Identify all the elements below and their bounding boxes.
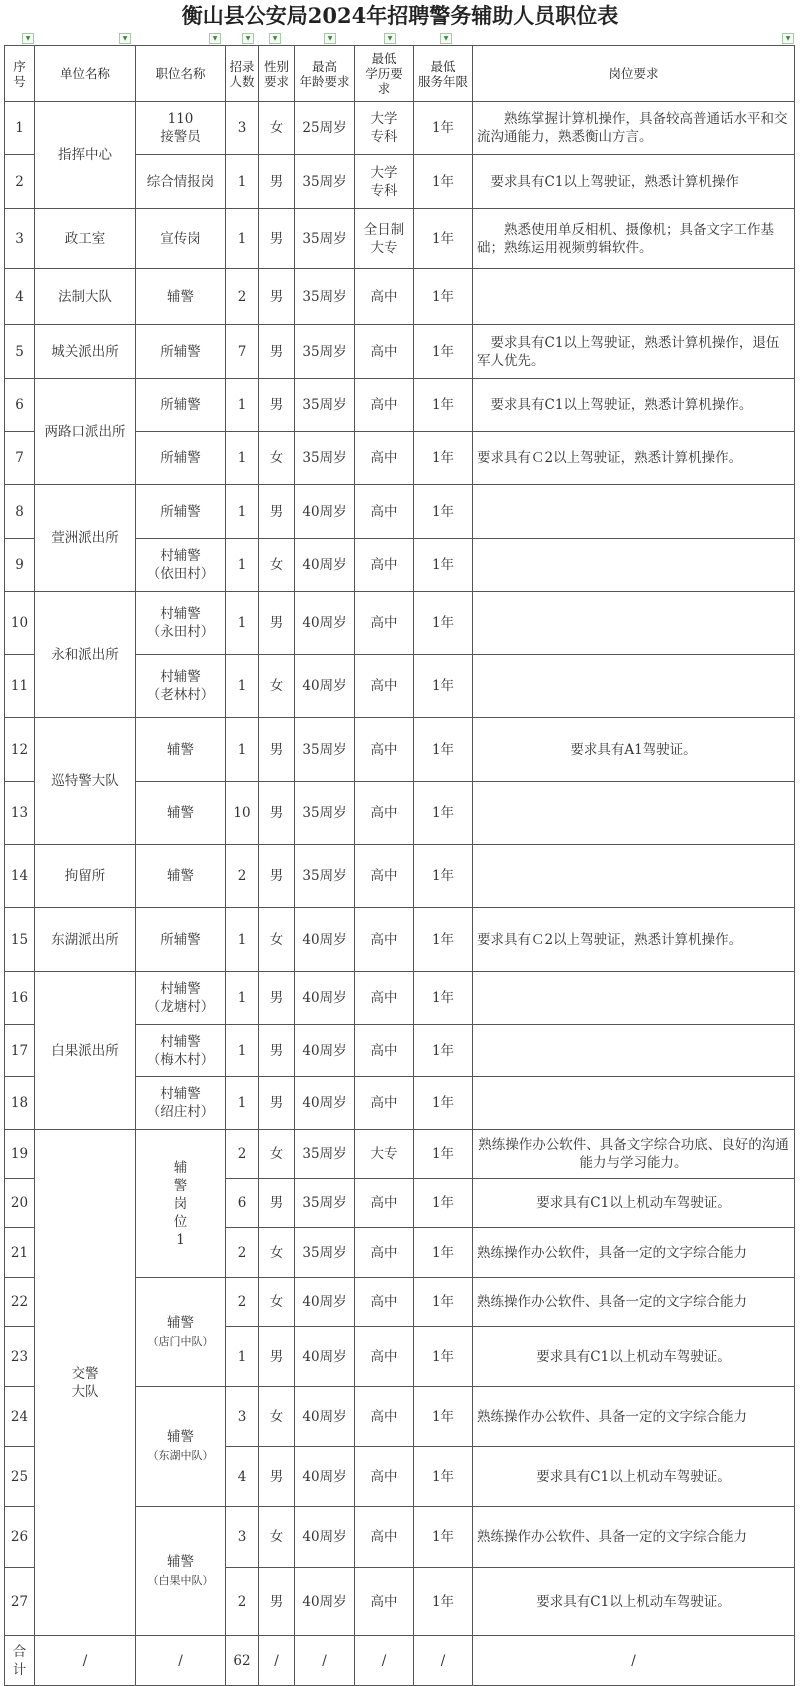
table-row [5,845,795,908]
unit-cell: 萱洲派出所 [35,485,136,592]
gender-cell: 男 [259,209,295,269]
count-cell: 1 [226,972,259,1025]
age-cell: 35周岁 [295,718,355,782]
age-cell: 35周岁 [295,379,355,432]
requirements-cell: 要求具有C1以上机动车驾驶证。 [473,1179,795,1228]
age-cell: 35周岁 [295,155,355,209]
education-cell: 高中 [355,1568,414,1636]
education-cell: 高中 [355,1228,414,1278]
education-cell: 大专 [355,1130,414,1179]
education-cell: 高中 [355,1278,414,1327]
seq-cell: 21 [5,1228,35,1278]
total-service: / [414,1636,473,1686]
seq-cell: 1 [5,102,35,155]
gender-cell: 男 [259,379,295,432]
filter-dropdown-icon[interactable]: ▼ [22,33,34,44]
gender-cell: 男 [259,718,295,782]
position-cell: 辅警 [136,845,226,908]
gender-cell: 男 [259,269,295,325]
service-cell: 1年 [414,1077,473,1130]
total-gender: / [259,1636,295,1686]
requirements-cell [473,1077,795,1130]
unit-cell: 东湖派出所 [35,908,136,972]
count-cell: 2 [226,845,259,908]
count-cell: 1 [226,1025,259,1077]
header-row [5,46,795,102]
gender-cell: 男 [259,485,295,539]
table-row [5,718,795,782]
table-row [5,485,795,539]
requirements-cell: 要求具有C1以上机动车驾驶证。 [473,1568,795,1636]
header-age: 最高 年龄要求 [295,46,355,102]
unit-cell: 拘留所 [35,845,136,908]
unit-cell: 城关派出所 [35,325,136,379]
position-sub: （店门中队） [147,1334,214,1348]
service-cell: 1年 [414,718,473,782]
count-cell: 2 [226,1568,259,1636]
table-row [5,209,795,269]
gender-cell: 女 [259,1278,295,1327]
count-cell: 3 [226,102,259,155]
header-education: 最低 学历要 求 [355,46,414,102]
gender-cell: 男 [259,1179,295,1228]
seq-cell: 22 [5,1278,35,1327]
gender-cell: 男 [259,782,295,845]
education-cell: 高中 [355,1447,414,1507]
filter-dropdown-icon[interactable]: ▼ [384,33,396,44]
age-cell: 40周岁 [295,1327,355,1387]
count-cell: 2 [226,1228,259,1278]
filter-dropdown-icon[interactable]: ▼ [209,33,221,44]
header-unit: 单位名称 [35,46,136,102]
filter-dropdown-icon[interactable]: ▼ [440,33,452,44]
position-cell: 所辅警 [136,432,226,485]
table-row [5,325,795,379]
age-cell: 35周岁 [295,845,355,908]
requirements-cell [473,269,795,325]
education-cell: 高中 [355,1179,414,1228]
seq-cell: 24 [5,1387,35,1447]
position-cell [136,1507,226,1636]
education-cell: 高中 [355,539,414,592]
count-cell: 3 [226,1507,259,1568]
seq-cell: 8 [5,485,35,539]
age-cell: 40周岁 [295,908,355,972]
count-cell: 1 [226,1327,259,1387]
gender-cell: 女 [259,655,295,718]
service-cell: 1年 [414,1130,473,1179]
age-cell: 40周岁 [295,1387,355,1447]
age-cell: 40周岁 [295,1077,355,1130]
filter-dropdown-icon[interactable]: ▼ [242,33,254,44]
age-cell: 40周岁 [295,1278,355,1327]
age-cell: 35周岁 [295,1130,355,1179]
seq-cell: 9 [5,539,35,592]
service-cell: 1年 [414,782,473,845]
requirements-cell: 熟练操作办公软件，具备一定的文字综合能力 [473,1228,795,1278]
education-cell: 高中 [355,1025,414,1077]
position-cell: 村辅警 （永田村） [136,592,226,655]
count-cell: 1 [226,718,259,782]
total-row [5,1636,795,1686]
service-cell: 1年 [414,432,473,485]
count-cell: 7 [226,325,259,379]
count-cell: 2 [226,269,259,325]
position-cell: 宣传岗 [136,209,226,269]
seq-cell: 16 [5,972,35,1025]
page-title: 衡山县公安局2024年招聘警务辅助人员职位表 [181,3,619,28]
age-cell: 35周岁 [295,1228,355,1278]
age-cell: 35周岁 [295,432,355,485]
seq-cell: 26 [5,1507,35,1568]
age-cell: 40周岁 [295,1507,355,1568]
requirements-cell: 要求具有C1以上驾驶证，熟悉计算机操作，退伍军人优先。 [473,325,795,379]
seq-cell: 12 [5,718,35,782]
position-cell: 辅警 [136,718,226,782]
service-cell: 1年 [414,485,473,539]
gender-cell: 男 [259,1327,295,1387]
count-cell: 1 [226,592,259,655]
service-cell: 1年 [414,269,473,325]
education-cell: 高中 [355,325,414,379]
service-cell: 1年 [414,845,473,908]
count-cell: 1 [226,432,259,485]
gender-cell: 男 [259,592,295,655]
table-row [5,908,795,972]
seq-cell: 17 [5,1025,35,1077]
age-cell: 40周岁 [295,592,355,655]
gender-cell: 男 [259,845,295,908]
gender-cell: 女 [259,432,295,485]
education-cell: 大学 专科 [355,155,414,209]
seq-cell: 19 [5,1130,35,1179]
seq-cell: 25 [5,1447,35,1507]
service-cell: 1年 [414,325,473,379]
education-cell: 高中 [355,592,414,655]
service-cell: 1年 [414,1278,473,1327]
education-cell: 高中 [355,1507,414,1568]
count-cell: 1 [226,485,259,539]
service-cell: 1年 [414,1447,473,1507]
education-cell: 高中 [355,1327,414,1387]
education-cell: 高中 [355,269,414,325]
gender-cell: 女 [259,908,295,972]
count-cell: 1 [226,908,259,972]
table-row [5,972,795,1025]
requirements-cell: 要求具有A1驾驶证。 [473,718,795,782]
age-cell: 40周岁 [295,655,355,718]
gender-cell: 女 [259,1228,295,1278]
position-cell: 所辅警 [136,379,226,432]
position-cell: 村辅警 （依田村） [136,539,226,592]
gender-cell: 男 [259,1568,295,1636]
count-cell: 4 [226,1447,259,1507]
service-cell: 1年 [414,1179,473,1228]
table-row [5,592,795,655]
gender-cell: 女 [259,102,295,155]
age-cell: 40周岁 [295,1447,355,1507]
service-cell: 1年 [414,1228,473,1278]
seq-cell: 6 [5,379,35,432]
seq-cell: 11 [5,655,35,718]
total-position: / [136,1636,226,1686]
position-cell: 村辅警 （绍庄村） [136,1077,226,1130]
total-requirements: / [473,1636,795,1686]
position-cell: 110 接警员 [136,102,226,155]
service-cell: 1年 [414,655,473,718]
education-cell: 全日制 大专 [355,209,414,269]
seq-cell: 27 [5,1568,35,1636]
requirements-cell: 熟练操作办公软件、具备文字综合功底、良好的沟通能力与学习能力。 [473,1130,795,1179]
seq-cell: 4 [5,269,35,325]
position-main: 辅警 [167,1553,194,1570]
positions-table [4,45,795,1686]
age-cell: 35周岁 [295,782,355,845]
header-seq: 序 号 [5,46,35,102]
position-sub: （白果中队） [147,1573,214,1587]
filter-dropdown-icon[interactable]: ▼ [119,33,131,44]
service-cell: 1年 [414,1327,473,1387]
filter-dropdown-icon[interactable]: ▼ [782,33,794,44]
count-cell: 1 [226,379,259,432]
header-service: 最低 服务年限 [414,46,473,102]
count-cell: 1 [226,209,259,269]
requirements-cell: 熟练操作办公软件、具备一定的文字综合能力 [473,1387,795,1447]
seq-cell: 15 [5,908,35,972]
requirements-cell [473,972,795,1025]
service-cell: 1年 [414,1568,473,1636]
requirements-cell: 熟悉使用单反相机、摄像机；具备文字工作基础；熟练运用视频剪辑软件。 [473,209,795,269]
requirements-cell [473,845,795,908]
education-cell: 高中 [355,655,414,718]
seq-cell: 23 [5,1327,35,1387]
seq-cell: 14 [5,845,35,908]
service-cell: 1年 [414,379,473,432]
education-cell: 大学 专科 [355,102,414,155]
gender-cell: 女 [259,539,295,592]
age-cell: 25周岁 [295,102,355,155]
position-sub: （东湖中队） [147,1449,214,1462]
education-cell: 高中 [355,379,414,432]
seq-cell: 2 [5,155,35,209]
service-cell: 1年 [414,1387,473,1447]
header-position: 职位名称 [136,46,226,102]
service-cell: 1年 [414,972,473,1025]
position-main: 辅警 [167,1314,194,1331]
position-cell: 所辅警 [136,325,226,379]
service-cell: 1年 [414,102,473,155]
education-cell: 高中 [355,1387,414,1447]
gender-cell: 女 [259,1387,295,1447]
position-cell [136,1278,226,1387]
unit-cell: 永和派出所 [35,592,136,718]
gender-cell: 男 [259,155,295,209]
service-cell: 1年 [414,592,473,655]
header-gender: 性别 要求 [259,46,295,102]
seq-cell: 20 [5,1179,35,1228]
requirements-cell: 要求具有C1以上机动车驾驶证。 [473,1447,795,1507]
count-cell: 1 [226,1077,259,1130]
requirements-cell: 熟练操作办公软件、具备一定的文字综合能力 [473,1278,795,1327]
count-cell: 1 [226,155,259,209]
count-cell: 6 [226,1179,259,1228]
count-cell: 3 [226,1387,259,1447]
table-row [5,269,795,325]
filter-dropdown-icon[interactable]: ▼ [269,33,281,44]
requirements-cell [473,782,795,845]
position-cell [136,1387,226,1507]
seq-cell: 18 [5,1077,35,1130]
table-row [5,1130,795,1179]
requirements-cell [473,592,795,655]
age-cell: 35周岁 [295,269,355,325]
seq-cell: 13 [5,782,35,845]
age-cell: 40周岁 [295,539,355,592]
header-count: 招录 人数 [226,46,259,102]
age-cell: 40周岁 [295,1568,355,1636]
service-cell: 1年 [414,155,473,209]
count-cell: 2 [226,1278,259,1327]
table-row [5,379,795,432]
requirements-cell: 要求具有C1以上驾驶证，熟悉计算机操作 [473,155,795,209]
total-count: 62 [226,1636,259,1686]
requirements-cell [473,1025,795,1077]
unit-cell: 政工室 [35,209,136,269]
gender-cell: 男 [259,972,295,1025]
education-cell: 高中 [355,845,414,908]
seq-cell: 7 [5,432,35,485]
filter-dropdown-icon[interactable]: ▼ [324,33,336,44]
position-cell: 综合情报岗 [136,155,226,209]
unit-cell: 两路口派出所 [35,379,136,485]
service-cell: 1年 [414,209,473,269]
service-cell: 1年 [414,908,473,972]
gender-cell: 男 [259,1077,295,1130]
seq-cell: 5 [5,325,35,379]
unit-cell: 交警 大队 [35,1130,136,1636]
age-cell: 35周岁 [295,1179,355,1228]
position-cell: 村辅警 （龙塘村） [136,972,226,1025]
age-cell: 40周岁 [295,1025,355,1077]
gender-cell: 男 [259,1025,295,1077]
age-cell: 40周岁 [295,485,355,539]
gender-cell: 男 [259,1447,295,1507]
education-cell: 高中 [355,908,414,972]
unit-cell: 法制大队 [35,269,136,325]
requirements-cell: 要求具有C1以上驾驶证，熟悉计算机操作。 [473,379,795,432]
gender-cell: 女 [259,1130,295,1179]
requirements-cell [473,539,795,592]
seq-cell: 10 [5,592,35,655]
position-cell: 所辅警 [136,908,226,972]
requirements-cell: 熟练掌握计算机操作，具备较高普通话水平和交流沟通能力，熟悉衡山方言。 [473,102,795,155]
seq-cell: 3 [5,209,35,269]
education-cell: 高中 [355,485,414,539]
gender-cell: 女 [259,1507,295,1568]
education-cell: 高中 [355,432,414,485]
count-cell: 1 [226,655,259,718]
requirements-cell: 要求具有Ｃ2以上驾驶证，熟悉计算机操作。 [473,432,795,485]
unit-cell: 巡特警大队 [35,718,136,845]
position-main: 辅警 [167,1429,194,1445]
position-cell: 辅 警 岗 位 1 [136,1130,226,1278]
total-education: / [355,1636,414,1686]
table-row [5,102,795,155]
count-cell: 2 [226,1130,259,1179]
requirements-cell: 熟练操作办公软件、具备一定的文字综合能力 [473,1507,795,1568]
total-label: 合 计 [5,1636,35,1686]
position-cell: 辅警 [136,269,226,325]
requirements-cell: 要求具有C1以上机动车驾驶证。 [473,1327,795,1387]
requirements-cell [473,655,795,718]
position-cell: 所辅警 [136,485,226,539]
count-cell: 10 [226,782,259,845]
age-cell: 35周岁 [295,325,355,379]
education-cell: 高中 [355,972,414,1025]
position-cell: 辅警 [136,782,226,845]
position-cell: 村辅警 （梅木村） [136,1025,226,1077]
age-cell: 40周岁 [295,972,355,1025]
count-cell: 1 [226,539,259,592]
education-cell: 高中 [355,1077,414,1130]
requirements-cell [473,485,795,539]
unit-cell: 白果派出所 [35,972,136,1130]
age-cell: 35周岁 [295,209,355,269]
unit-cell: 指挥中心 [35,102,136,209]
education-cell: 高中 [355,782,414,845]
service-cell: 1年 [414,539,473,592]
position-cell: 村辅警 （老林村） [136,655,226,718]
requirements-cell: 要求具有Ｃ2以上驾驶证，熟悉计算机操作。 [473,908,795,972]
service-cell: 1年 [414,1507,473,1568]
total-unit: / [35,1636,136,1686]
gender-cell: 男 [259,325,295,379]
service-cell: 1年 [414,1025,473,1077]
total-age: / [295,1636,355,1686]
education-cell: 高中 [355,718,414,782]
header-requirements: 岗位要求 [473,46,795,102]
